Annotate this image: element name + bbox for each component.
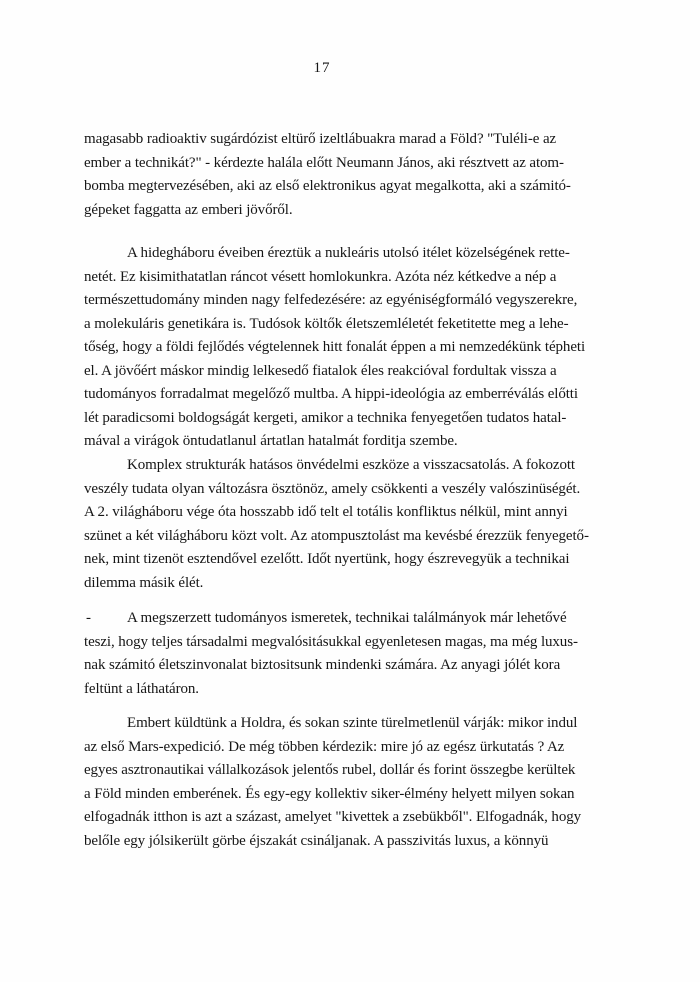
text-line: elfogadnák itthon is azt a százast, amelyet "kivettek a zsebükből". Elfogadnák, hogy (84, 809, 582, 825)
text-line: természettudomány minden nagy felfedezésére: az egyéniségformáló vegyszerekre, (84, 292, 578, 308)
text-line: A 2. világháboru vége óta hosszabb idő telt el totális konfliktus nélkül, mint annyi (84, 504, 568, 520)
text-line: nak számitó életszinvonalat biztositsunk mindenki számára. Az anyagi jólét kora (84, 657, 561, 673)
text-line: lét paradicsomi boldogságát kergeti, amikor a technika fenyegetően tudatos hatal- (84, 409, 567, 426)
text-line: A hidegháboru éveiben éreztük a nukleáris utolsó itélet közelségének rette- (127, 245, 570, 261)
paragraph-2 (84, 242, 644, 454)
paragraph-1 (84, 128, 644, 222)
page-number: 17 (313, 60, 331, 76)
text-line: teszi, hogy teljes társadalmi megvalósitásukkal egyenletesen magas, ma még luxus- (84, 633, 578, 650)
text-line: feltünt a láthatáron. (84, 680, 199, 697)
text-line: tőség, hogy a földi fejlődés végtelennek hitt fonalát éppen a mi nemzedékünk tépheti (84, 339, 586, 355)
paragraph-4 (84, 607, 644, 701)
text-line: bomba megtervezésében, aki az első elektronikus agyat megalkotta, aki a számitó- (84, 178, 571, 194)
text-line: veszély tudata olyan változásra ösztönöz, amely csökkenti a veszély valószinüségét. (84, 480, 581, 497)
text-line: el. A jövőért máskor mindig lelkesedő fiatalok éles reakcióval fordultak vissza a (84, 362, 557, 379)
paragraph-3 (84, 454, 644, 595)
text-line: nek, mint tizenöt esztendővel ezelőtt. Időt nyertünk, hogy észrevegyük a technikai (84, 551, 570, 567)
text-line: Komplex strukturák hatásos önvédelmi eszköze a visszacsatolás. A fokozott (127, 457, 576, 473)
text-line: szünet a két világháboru közt volt. Az atompusztolást ma kevésbé érezzük fenyegető- (84, 527, 589, 544)
paragraph-5 (84, 712, 644, 853)
text-line: dilemma másik élét. (84, 574, 204, 591)
text-line: belőle egy jólsikerült görbe éjszakát csináljanak. A passzivitás luxus, a könnyü (84, 832, 549, 849)
text-line: ember a technikát?" - kérdezte halála előtt Neumann János, aki résztvett az atom- (84, 154, 564, 171)
text-line: Embert küldtünk a Holdra, és sokan szinte türelmetlenül várják: mikor indul (127, 715, 578, 731)
text-line: A megszerzett tudományos ismeretek, technikai találmányok már lehetővé (127, 610, 567, 626)
text-line: a Föld minden emberének. És egy-egy kollektiv siker-élmény helyett milyen sokan (84, 785, 575, 802)
text-line: magasabb radioaktiv sugárdózist eltürő izeltlábuakra marad a Föld? "Tuléli-e az (84, 131, 557, 147)
text-line: egyes asztronautikai vállalkozások jelentős rubel, dollár és forint összegbe kerültek (84, 762, 576, 778)
text-line: az első Mars-expedició. De még többen kérdezik: mire jó az egész ürkutatás ? Az (84, 738, 565, 755)
text-line: gépeket faggatta az emberi jövőről. (84, 201, 293, 218)
text-line: a molekuláris genetikára is. Tudósok költők életszemléletét feketitette meg a lehe- (84, 315, 569, 332)
text-line: tudományos forradalmat megelőző multba. A hippi-ideológia az emberréválás előtti (84, 386, 578, 402)
margin-mark: - (86, 610, 91, 626)
text-line: netét. Ez kisimithatatlan ráncot vésett homlokunkra. Azóta néz kétkedve a nép a (84, 268, 557, 285)
text-line: mával a virágok öntudatlanul ártatlan hatalmát forditja szembe. (84, 433, 458, 449)
